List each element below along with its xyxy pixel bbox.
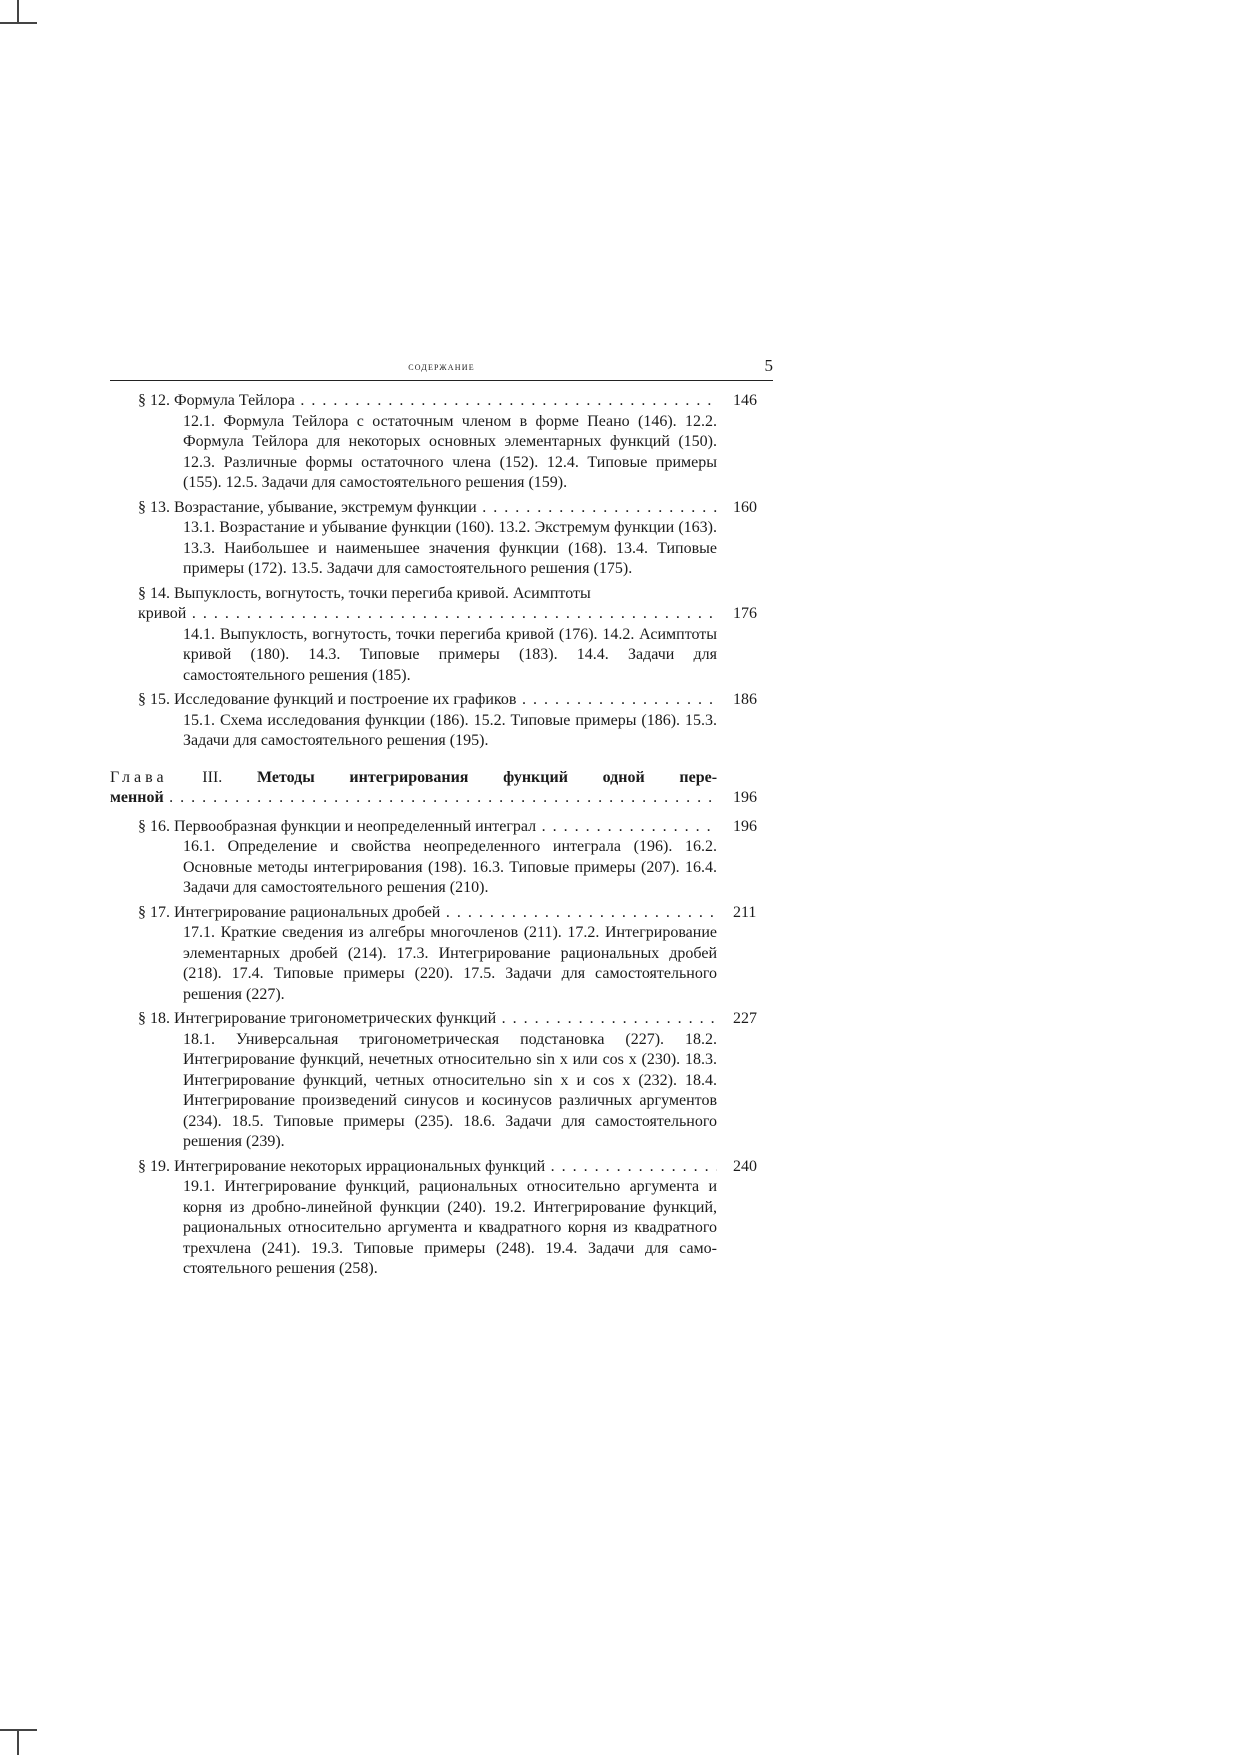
chapter-page: 196 bbox=[733, 789, 757, 806]
section-page: 240 bbox=[733, 1157, 757, 1175]
section-page: 160 bbox=[733, 498, 757, 516]
section-details: 13.1. Возрастание и убывание функции (160). 13.2. Экстремум функции (163). 13.3. Наибольшее и наименьшее значения функции (168). 13.4. Типовые примеры (172). 13.5. Задачи для самостоятельного решения (175). bbox=[183, 519, 717, 577]
section-page: 186 bbox=[733, 691, 757, 708]
table-of-contents bbox=[110, 391, 773, 1280]
section-page: 196 bbox=[733, 817, 757, 835]
section-details: 17.1. Краткие сведения из алгебры многочленов (211). 17.2. Интегрирование элементарных дробей (214). 17.3. Интегрирование рациональных дробей (218). 17.4. Типовые примеры (220). 17.5. Задачи для самостоятельного решения (227). bbox=[183, 924, 717, 1003]
section-details: 18.1. Универсальная тригонометрическая подстановка (227). 18.2. Интегрирование функций, нечетных относительно sin x или cos x (230). 18.3. Интегрирование функций, четных относительно sin x и cos x (232). 18.4. Интегрирование произведений синусов и косинусов различных аргументов (234). 18.5. Типовые примеры (235). 18.6. Задачи для самостоятельного решения (239). bbox=[183, 1030, 717, 1150]
section-heading: § 17. Интегрирование рациональных дробей . . . bbox=[138, 903, 717, 924]
page-number: 5 bbox=[764, 356, 773, 375]
section-details: 15.1. Схема исследования функции (186). 15.2. Типовые примеры (186). 15.3. Задачи для самостоятельного решения (195). bbox=[183, 711, 717, 749]
chapter-heading bbox=[110, 768, 773, 809]
section-details: 12.1. Формула Тейлора с остаточным членом в форме Пеано (146). 12.2. Формула Тейлора для некоторых основных элементарных функций (150). 12.3. Различные формы остаточного члена (152). 12.4. Типовые примеры (155). 12.5. Задачи для самостоятельного решения (159). bbox=[183, 412, 717, 491]
section-heading: § 13. Возрастание, убывание, экстремум функции . . . bbox=[138, 498, 717, 519]
running-head bbox=[110, 358, 773, 381]
toc-section-14 bbox=[110, 584, 773, 687]
toc-section-17 bbox=[110, 903, 773, 1006]
toc-section-13 bbox=[110, 498, 773, 580]
chapter-title-first-line: Методы интегрирования функций одной пере- bbox=[256, 768, 718, 786]
section-heading: § 15. Исследование функций и построение их графиков . . . bbox=[138, 690, 717, 711]
section-heading: § 19. Интегрирование некоторых иррациональных функций . . . bbox=[138, 1157, 717, 1178]
crop-mark-bottom-vertical bbox=[17, 1729, 19, 1755]
section-details: 16.1. Определение и свойства неопределенного интеграла (196). 16.2. Основные методы интегрирования (198). 16.3. Типовые примеры (207). 16.4. Задачи для самостоятельного решения (210). bbox=[183, 838, 717, 896]
crop-mark-bottom-horizontal bbox=[0, 1729, 37, 1731]
section-page: 146 bbox=[733, 392, 757, 409]
section-heading: § 18. Интегрирование тригонометрических функций . . . bbox=[138, 1009, 717, 1030]
toc-section-15 bbox=[110, 690, 773, 752]
section-details: 14.1. Выпуклость, вогнутость, точки перегиба кривой (176). 14.2. Асимптоты кривой (180). 14.3. Типовые примеры (183). 14.4. Задачи для самостоятельного решения (185). bbox=[183, 625, 717, 684]
toc-section-18 bbox=[110, 1009, 773, 1153]
section-heading: кривой . . . bbox=[138, 604, 717, 625]
section-heading: § 12. Формула Тейлора . . . bbox=[138, 391, 717, 412]
chapter-label: Глава bbox=[110, 768, 168, 786]
toc-section-16 bbox=[110, 817, 773, 899]
crop-mark-top-vertical bbox=[17, 0, 19, 23]
toc-page bbox=[110, 358, 773, 1284]
toc-section-19 bbox=[110, 1157, 773, 1280]
section-heading: § 16. Первообразная функции и неопределенный интеграл . . . bbox=[138, 817, 717, 838]
section-page: 176 bbox=[733, 605, 757, 622]
running-head-title: содержание bbox=[408, 361, 475, 373]
section-details: 19.1. Интегрирование функций, рациональных относительно аргумента и корня из дробно-линейной функции (240). 19.2. Интегрирование функций, рациональных относительно аргумента и квадратного корня из квадратного трехчлена (241). 19.3. Типовые примеры (248). 19.4. Задачи для самостоятельного решения (258). bbox=[183, 1178, 717, 1277]
toc-section-12 bbox=[110, 391, 773, 494]
chapter-number: III. bbox=[202, 768, 223, 786]
crop-mark-top-horizontal bbox=[0, 22, 37, 24]
section-page: 227 bbox=[733, 1010, 757, 1027]
section-heading-first-line: § 14. Выпуклость, вогнутость, точки перегиба кривой. Асимптоты bbox=[138, 584, 591, 602]
chapter-title-second-line: менной . . . bbox=[110, 788, 717, 809]
section-page: 211 bbox=[733, 903, 757, 921]
